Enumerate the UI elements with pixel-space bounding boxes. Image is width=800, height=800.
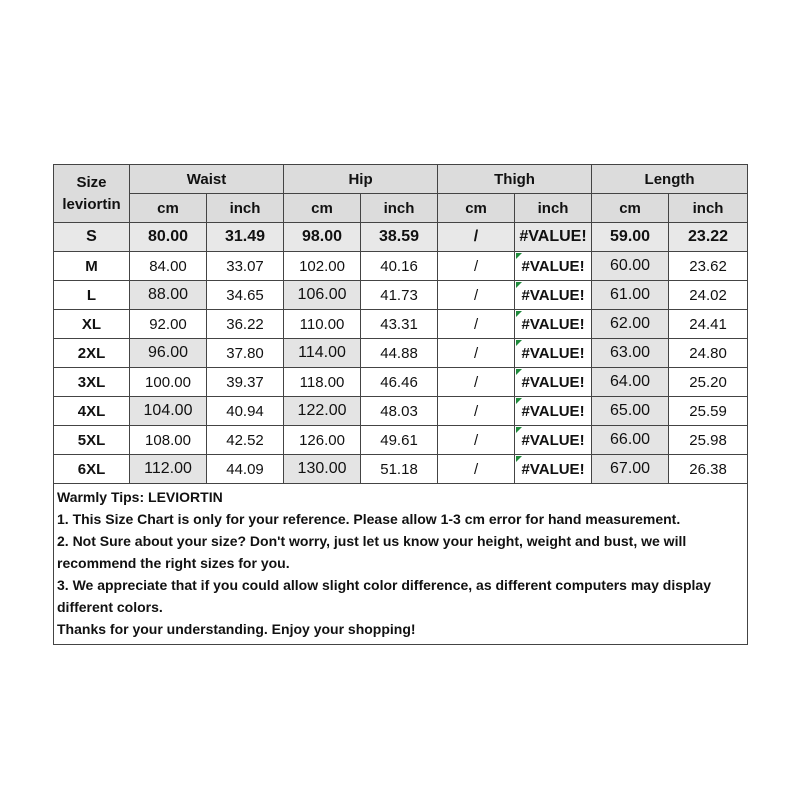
size-cell: 2XL [54, 339, 130, 368]
table-cell: 25.98 [669, 426, 748, 455]
table-cell: #VALUE! [515, 281, 592, 310]
tip-2: 2. Not Sure about your size? Don't worry, just let us know your height, weight and bust, we will recommend the right sizes for you. [57, 533, 687, 571]
table-cell: #VALUE! [515, 223, 592, 252]
length-header: Length [592, 165, 748, 194]
table-cell: 65.00 [592, 397, 669, 426]
table-cell: 23.62 [669, 252, 748, 281]
hip-header: Hip [284, 165, 438, 194]
table-cell: 96.00 [130, 339, 207, 368]
table-cell: 42.52 [207, 426, 284, 455]
table-row [54, 426, 748, 455]
size-header-line1: Size [76, 173, 107, 191]
table-cell: 110.00 [284, 310, 361, 339]
size-cell: S [54, 223, 130, 252]
table-cell: 108.00 [130, 426, 207, 455]
table-cell: / [438, 281, 515, 310]
table-cell: 62.00 [592, 310, 669, 339]
waist-header: Waist [130, 165, 284, 194]
table-cell: 38.59 [361, 223, 438, 252]
table-row [54, 455, 748, 484]
size-cell: 5XL [54, 426, 130, 455]
table-cell: 44.09 [207, 455, 284, 484]
table-cell: / [438, 455, 515, 484]
table-cell: 23.22 [669, 223, 748, 252]
table-cell: / [438, 426, 515, 455]
unit-header: inch [669, 194, 748, 223]
table-cell: 61.00 [592, 281, 669, 310]
size-chart-table [53, 164, 748, 645]
table-cell: #VALUE! [515, 426, 592, 455]
table-cell: 36.22 [207, 310, 284, 339]
table-cell: / [438, 223, 515, 252]
table-cell: 43.31 [361, 310, 438, 339]
table-cell: 66.00 [592, 426, 669, 455]
table-cell: / [438, 368, 515, 397]
table-cell: 44.88 [361, 339, 438, 368]
tips-section [54, 484, 748, 645]
table-cell: 80.00 [130, 223, 207, 252]
table-row [54, 339, 748, 368]
size-cell: 4XL [54, 397, 130, 426]
table-cell: 40.16 [361, 252, 438, 281]
unit-header: cm [284, 194, 361, 223]
thigh-header: Thigh [438, 165, 592, 194]
table-row [54, 281, 748, 310]
table-cell: 114.00 [284, 339, 361, 368]
table-cell: / [438, 310, 515, 339]
table-cell: 26.38 [669, 455, 748, 484]
unit-header: inch [515, 194, 592, 223]
table-cell: #VALUE! [515, 455, 592, 484]
table-cell: #VALUE! [515, 252, 592, 281]
table-cell: 46.46 [361, 368, 438, 397]
table-row [54, 368, 748, 397]
size-cell: XL [54, 310, 130, 339]
table-cell: #VALUE! [515, 397, 592, 426]
table-cell: / [438, 339, 515, 368]
table-cell: 104.00 [130, 397, 207, 426]
table-cell: 59.00 [592, 223, 669, 252]
unit-header: cm [438, 194, 515, 223]
table-cell: 24.41 [669, 310, 748, 339]
table-cell: #VALUE! [515, 339, 592, 368]
table-cell: 130.00 [284, 455, 361, 484]
table-cell: 34.65 [207, 281, 284, 310]
table-cell: 31.49 [207, 223, 284, 252]
table-cell: 63.00 [592, 339, 669, 368]
table-cell: 84.00 [130, 252, 207, 281]
unit-header: cm [592, 194, 669, 223]
table-cell: 51.18 [361, 455, 438, 484]
table-cell: 102.00 [284, 252, 361, 281]
table-cell: 25.20 [669, 368, 748, 397]
table-row [54, 310, 748, 339]
size-cell: 6XL [54, 455, 130, 484]
table-cell: 100.00 [130, 368, 207, 397]
table-cell: 33.07 [207, 252, 284, 281]
tips-title: Warmly Tips: LEVIORTIN [57, 489, 223, 505]
table-cell: 106.00 [284, 281, 361, 310]
table-cell: 40.94 [207, 397, 284, 426]
size-rows [54, 223, 748, 484]
table-cell: / [438, 397, 515, 426]
table-cell: 98.00 [284, 223, 361, 252]
unit-header: cm [130, 194, 207, 223]
table-cell: 67.00 [592, 455, 669, 484]
table-cell: 118.00 [284, 368, 361, 397]
table-cell: 49.61 [361, 426, 438, 455]
table-row [54, 252, 748, 281]
table-row [54, 223, 748, 252]
table-cell: 64.00 [592, 368, 669, 397]
table-cell: #VALUE! [515, 368, 592, 397]
table-cell: 37.80 [207, 339, 284, 368]
table-cell: #VALUE! [515, 310, 592, 339]
table-cell: 24.80 [669, 339, 748, 368]
table-cell: 41.73 [361, 281, 438, 310]
tip-1: 1. This Size Chart is only for your reference. Please allow 1-3 cm error for hand measurement. [57, 511, 681, 527]
size-header [54, 165, 130, 223]
table-cell: / [438, 252, 515, 281]
table-cell: 88.00 [130, 281, 207, 310]
table-cell: 25.59 [669, 397, 748, 426]
table-cell: 92.00 [130, 310, 207, 339]
table-cell: 126.00 [284, 426, 361, 455]
size-header-line2: leviortin [62, 195, 121, 213]
unit-header: inch [361, 194, 438, 223]
table-cell: 24.02 [669, 281, 748, 310]
size-cell: L [54, 281, 130, 310]
table-row [54, 397, 748, 426]
table-cell: 60.00 [592, 252, 669, 281]
thanks-line: Thanks for your understanding. Enjoy your shopping! [57, 621, 416, 637]
tip-3: 3. We appreciate that if you could allow slight color difference, as different computers may display different colors. [57, 577, 712, 615]
size-cell: 3XL [54, 368, 130, 397]
table-cell: 48.03 [361, 397, 438, 426]
table-cell: 112.00 [130, 455, 207, 484]
unit-header: inch [207, 194, 284, 223]
table-cell: 39.37 [207, 368, 284, 397]
size-cell: M [54, 252, 130, 281]
table-cell: 122.00 [284, 397, 361, 426]
